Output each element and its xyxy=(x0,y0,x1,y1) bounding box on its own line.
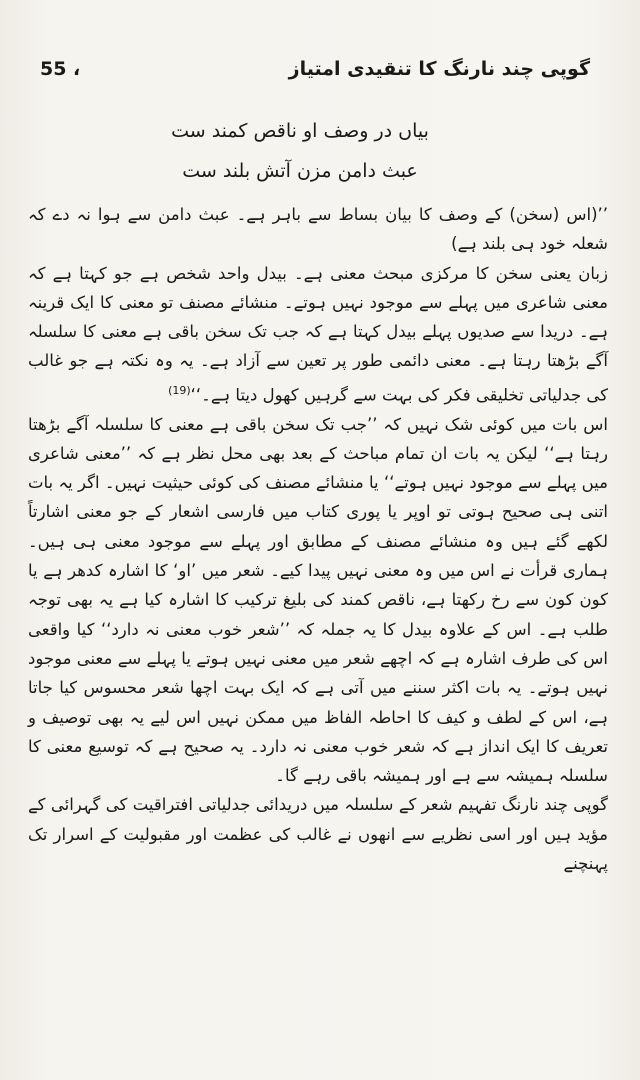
paragraph-text: زبان یعنی سخن کا مرکزی مبحث معنی ہے۔ بیدل واحد شخص ہے جو کہتا ہے کہ معنی شاعری میں پہلے سے موجود نہیں ہوتے۔ منشائے مصنف تو معنی کا ایک قرینہ ہے۔ دریدا سے صدیوں پہلے بیدل کہتا ہے کہ جب تک سخن باقی ہے معنی کا سلسلہ آگے بڑھتا رہتا ہے۔ معنی دائمی طور پر تعین سے آزاد ہے۔ یہ وہ نکتہ ہے جو غالب کی جدلیاتی تخلیقی فکر کی بہت سے گرہیں کھول دیتا ہے۔‘‘ xyxy=(28,263,608,405)
footnote-reference: (19) xyxy=(168,383,191,397)
paragraph-text: اس بات میں کوئی شک نہیں کہ ’’جب تک سخن باقی ہے معنی کا سلسلہ آگے بڑھتا رہتا ہے‘‘ لیکن یہ بات ان تمام مباحث کے بعد بھی محل نظر ہے کہ ’’معنی شاعری میں پہلے سے موجود نہیں ہوتے‘‘ یا منشائے مصنف کی کوئی حیثیت نہیں۔ اگر یہ بات اتنی ہی صحیح ہوتی تو اوپر یا پوری کتاب میں فارسی اشعار کے جو معنی اشارتاً لکھے گئے ہیں وہ منشائے مصنف کے مطابق اور پہلے سے موجود معنی ہی ہیں۔ ہماری قرأت نے اس میں وہ معنی نہیں پیدا کیے۔ شعر میں ’او‘ کا اشارہ کدھر ہے یا کون کون سے رخ رکھتا ہے، ناقص کمند کی بلیغ ترکیب کا اشارہ کیا ہے یہ بھی توجہ طلب ہے۔ اس کے علاوہ بیدل کا یہ جملہ کہ ’’شعر خوب معنی نہ دارد‘‘ کیا واقعی اس کی طرف اشارہ ہے کہ اچھے شعر میں معنی نہیں ہوتے یا پہلے سے معنی موجود نہیں ہوتے۔ یہ بات اکثر سننے میں آتی ہے کہ ایک بہت اچھا شعر محسوس کیا جاتا ہے، اس کے لطف و کیف کا احاطہ الفاظ میں ممکن نہیں اس لیے یہ بھی توصیف و تعریف کا ایک انداز ہے کہ شعر خوب معنی نہ دارد۔ یہ صحیح ہے کہ توسیع معنی کا سلسلہ ہمیشہ سے ہے اور ہمیشہ باقی رہے گا۔ xyxy=(28,414,608,786)
paragraph-text: گوپی چند نارنگ تفہیم شعر کے سلسلہ میں دریدائی جدلیاتی افتراقیت کی گہرائی کے مؤید ہیں اور اسی نظریے سے انھوں نے غالب کی عظمت اور مقبولیت کے اسرار تک پہنچنے xyxy=(28,795,608,874)
running-title: گوپی چند نارنگ کا تنقیدی امتیاز xyxy=(288,58,590,80)
paragraph-text: ’’(اس (سخن) کے وصف کا بیان بساط سے باہر ہے۔ عبث دامن سے ہوا نہ دے کہ شعلہ خود ہی بلند ہے) xyxy=(28,205,608,254)
paragraph-conclusion xyxy=(28,790,608,878)
page-number: 55 ، xyxy=(40,58,81,80)
paragraph-translation xyxy=(28,200,608,259)
paragraph-quote xyxy=(28,259,608,410)
paragraph-discussion xyxy=(28,410,608,791)
verse-line-1: بیاں در وصف او ناقص کمند ست xyxy=(171,120,429,142)
body-text xyxy=(28,200,608,878)
page-header xyxy=(40,58,590,88)
verse-line-2: عبث دامن مزن آتش بلند ست xyxy=(182,160,418,182)
